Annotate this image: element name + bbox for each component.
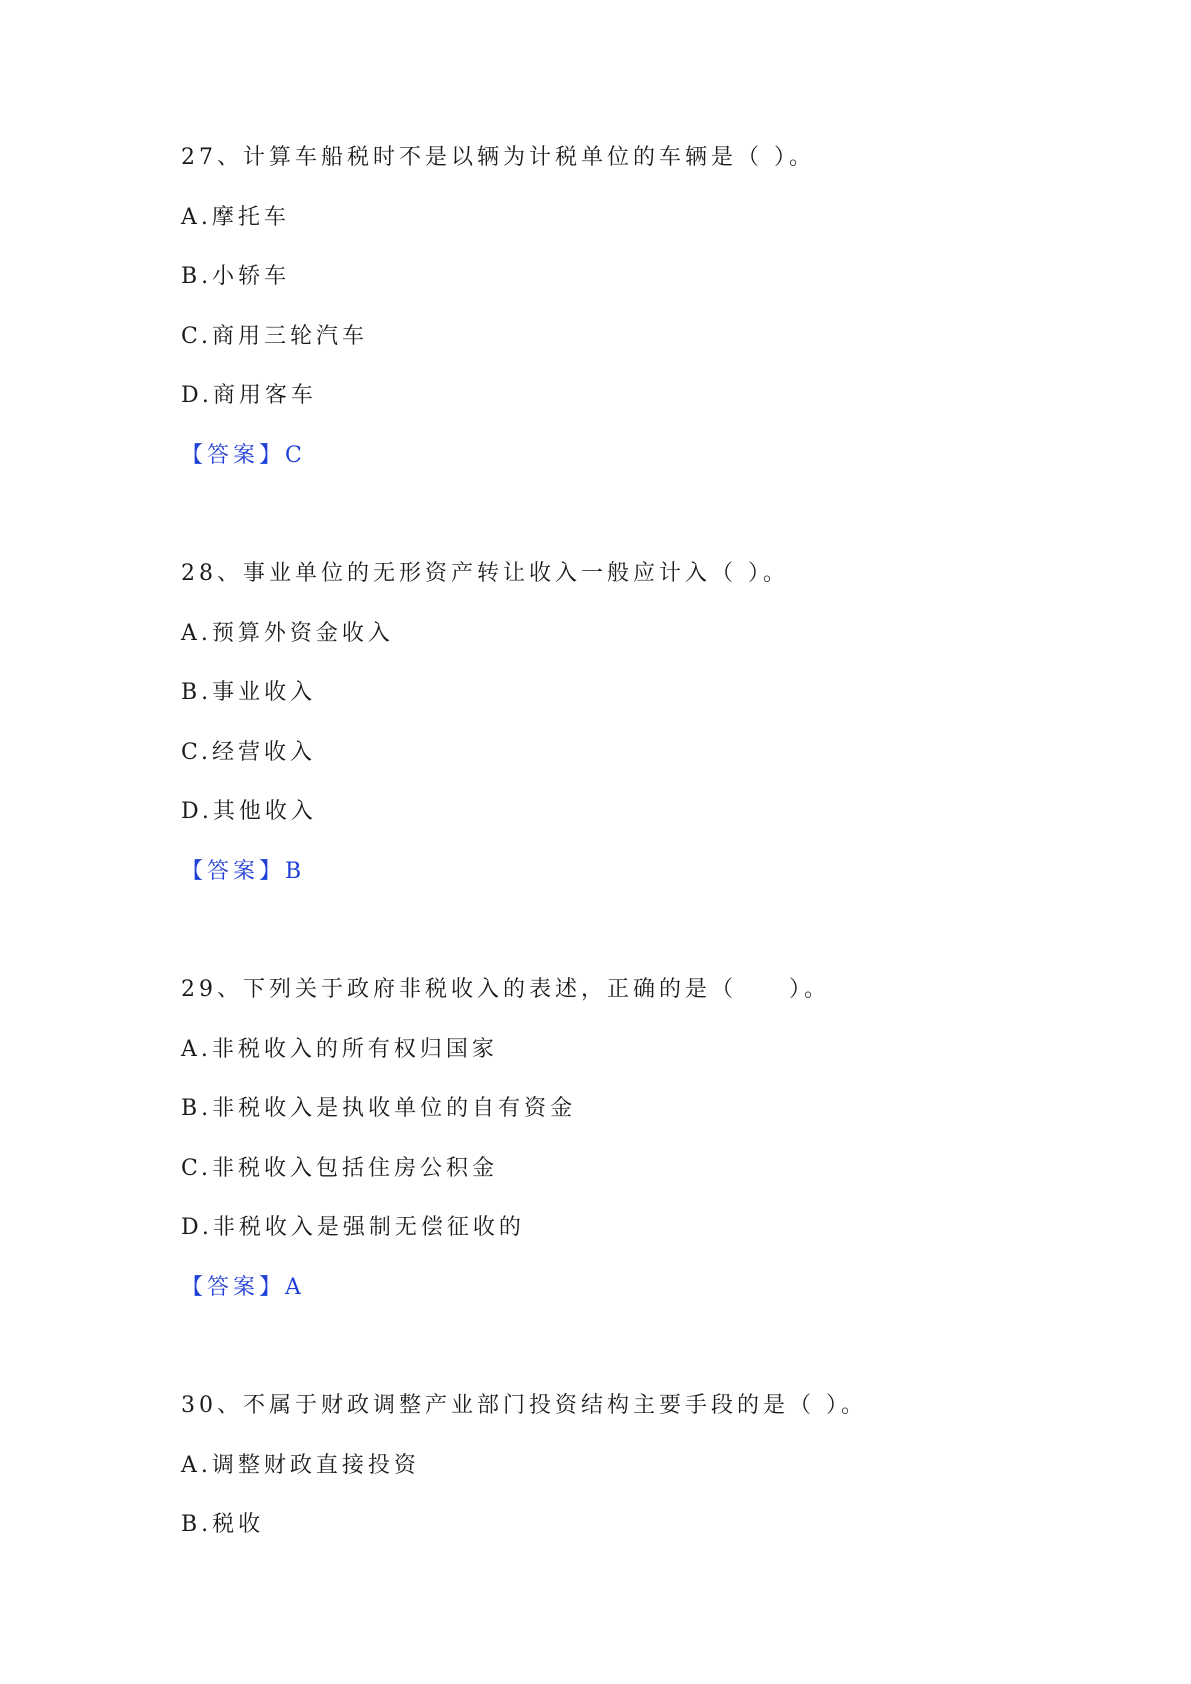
option-d: D.商用客车 bbox=[181, 383, 317, 408]
answer-label: 【答案】C bbox=[181, 442, 306, 468]
question-stem: 29、下列关于政府非税收入的表述，正确的是（ ）。 bbox=[181, 977, 830, 1002]
option-b: B.非税收入是执收单位的自有资金 bbox=[181, 1096, 577, 1121]
option-b: B.税收 bbox=[181, 1512, 265, 1537]
option-d: D.非税收入是强制无偿征收的 bbox=[181, 1215, 525, 1240]
option-b: B.事业收入 bbox=[181, 680, 317, 705]
question-28 bbox=[181, 556, 1101, 913]
question-27 bbox=[181, 140, 1101, 497]
answer-label: 【答案】B bbox=[181, 858, 306, 884]
question-30 bbox=[181, 1388, 1101, 1567]
question-stem: 27、计算车船税时不是以辆为计税单位的车辆是（ ）。 bbox=[181, 145, 815, 170]
option-a: A.预算外资金收入 bbox=[181, 620, 394, 646]
option-d: D.其他收入 bbox=[181, 799, 317, 824]
option-a: A.摩托车 bbox=[181, 204, 290, 230]
answer-label: 【答案】A bbox=[181, 1274, 305, 1300]
question-stem: 28、事业单位的无形资产转让收入一般应计入（ ）。 bbox=[181, 561, 789, 586]
option-c: C.非税收入包括住房公积金 bbox=[181, 1155, 499, 1181]
question-29 bbox=[181, 972, 1101, 1329]
question-stem: 30、不属于财政调整产业部门投资结构主要手段的是（ ）。 bbox=[181, 1393, 867, 1418]
option-a: A.调整财政直接投资 bbox=[181, 1452, 420, 1478]
option-c: C.经营收入 bbox=[181, 739, 317, 765]
option-a: A.非税收入的所有权归国家 bbox=[181, 1036, 498, 1062]
option-b: B.小轿车 bbox=[181, 264, 291, 289]
option-c: C.商用三轮汽车 bbox=[181, 323, 369, 349]
